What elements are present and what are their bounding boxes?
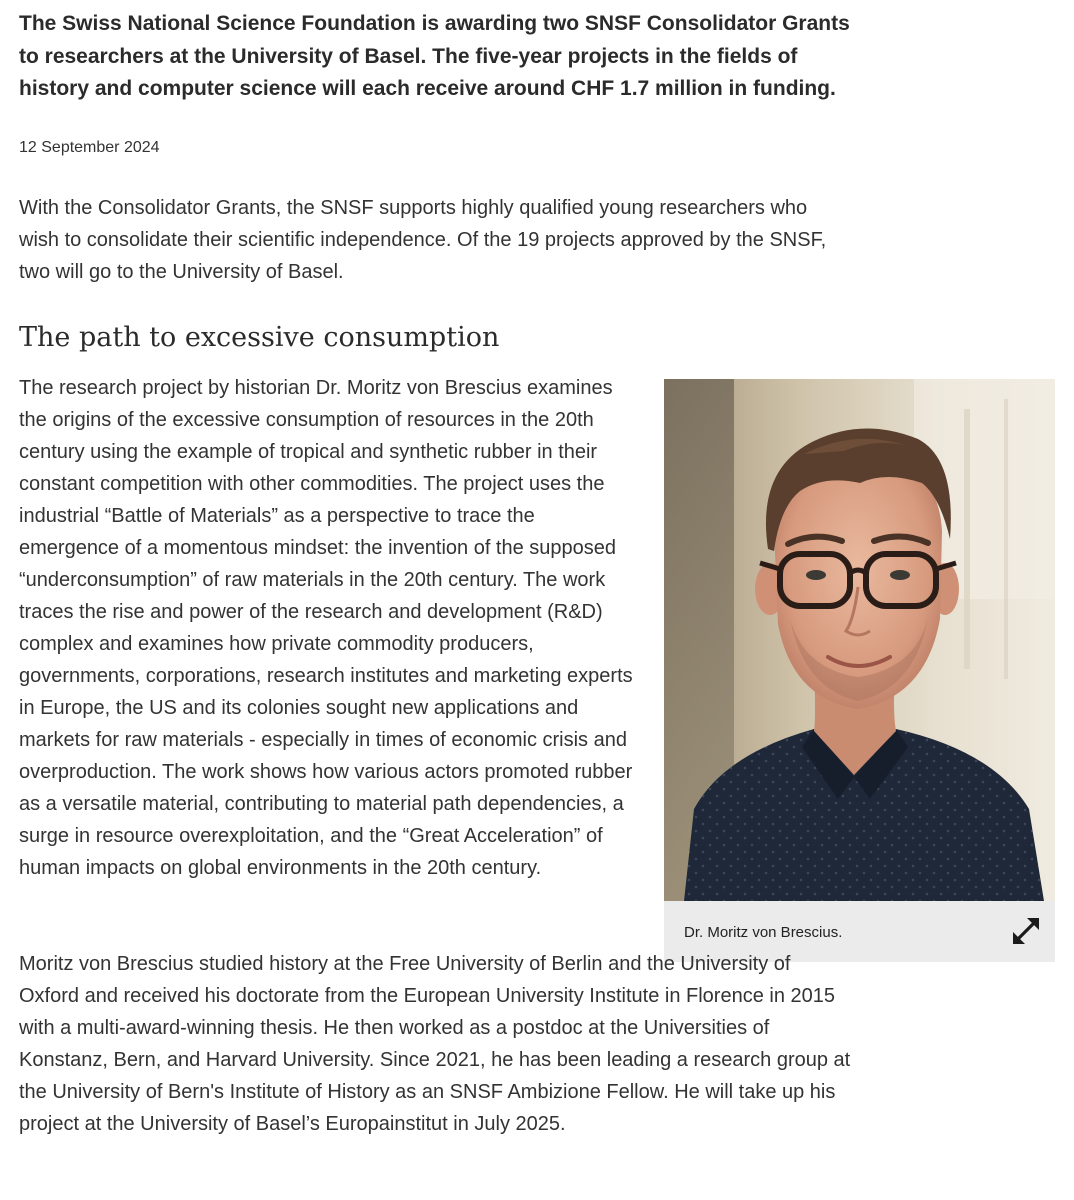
article-lead: The Swiss National Science Foundation is awarding two SNSF Consolidator Grants to researchers at the University of Basel. The five-year projects in the fields of history and computer science will each receive around CHF 1.7 million in funding. xyxy=(19,12,850,100)
section-heading: The path to excessive consumption xyxy=(19,322,500,353)
publication-date: 12 September 2024 xyxy=(19,139,160,156)
intro-paragraph: With the Consolidator Grants, the SNSF supports highly qualified young researchers who wish to consolidate their scientific independence. Of the 19 projects approved by the SNSF, two will go to the University of Basel. xyxy=(19,197,827,283)
portrait-photo[interactable] xyxy=(664,379,1055,901)
expand-arrows-icon[interactable] xyxy=(1008,913,1044,949)
portrait-figure xyxy=(664,379,1055,962)
section-paragraph-2: Moritz von Brescius studied history at the Free University of Berlin and the University of Oxford and received his doctorate from the European University Institute in Florence in 2015 with a multi-award-winning thesis. He then worked as a postdoc at the Universities of Konstanz, Bern, and Harvard University. Since 2021, he has been leading a research group at the University of Bern's Institute of History as an SNSF Ambizione Fellow. He will take up his project at the University of Basel’s Europainstitut in July 2025. xyxy=(19,953,851,1135)
section-paragraph-1: The research project by historian Dr. Moritz von Brescius examines the origins of the excessive consumption of resources in the 20th century using the example of tropical and synthetic rubber in their constant competition with other commodities. The project uses the industrial “Battle of Materials” as a perspective to trace the emergence of a momentous mindset: the invention of the supposed “underconsumption” of raw materials in the 20th century. The work traces the rise and power of the research and development (R&D) complex and examines how private commodity producers, governments, corporations, research institutes and marketing experts in Europe, the US and its colonies sought new applications and markets for raw materials - especially in times of economic crisis and overproduction. The work shows how various actors promoted rubber as a versatile material, contributing to material path dependencies, a surge in resource overexploitation, and the “Great Acceleration” of human impacts on global environments in the 20th century. xyxy=(19,377,633,879)
portrait-caption: Dr. Moritz von Brescius. xyxy=(684,924,843,941)
